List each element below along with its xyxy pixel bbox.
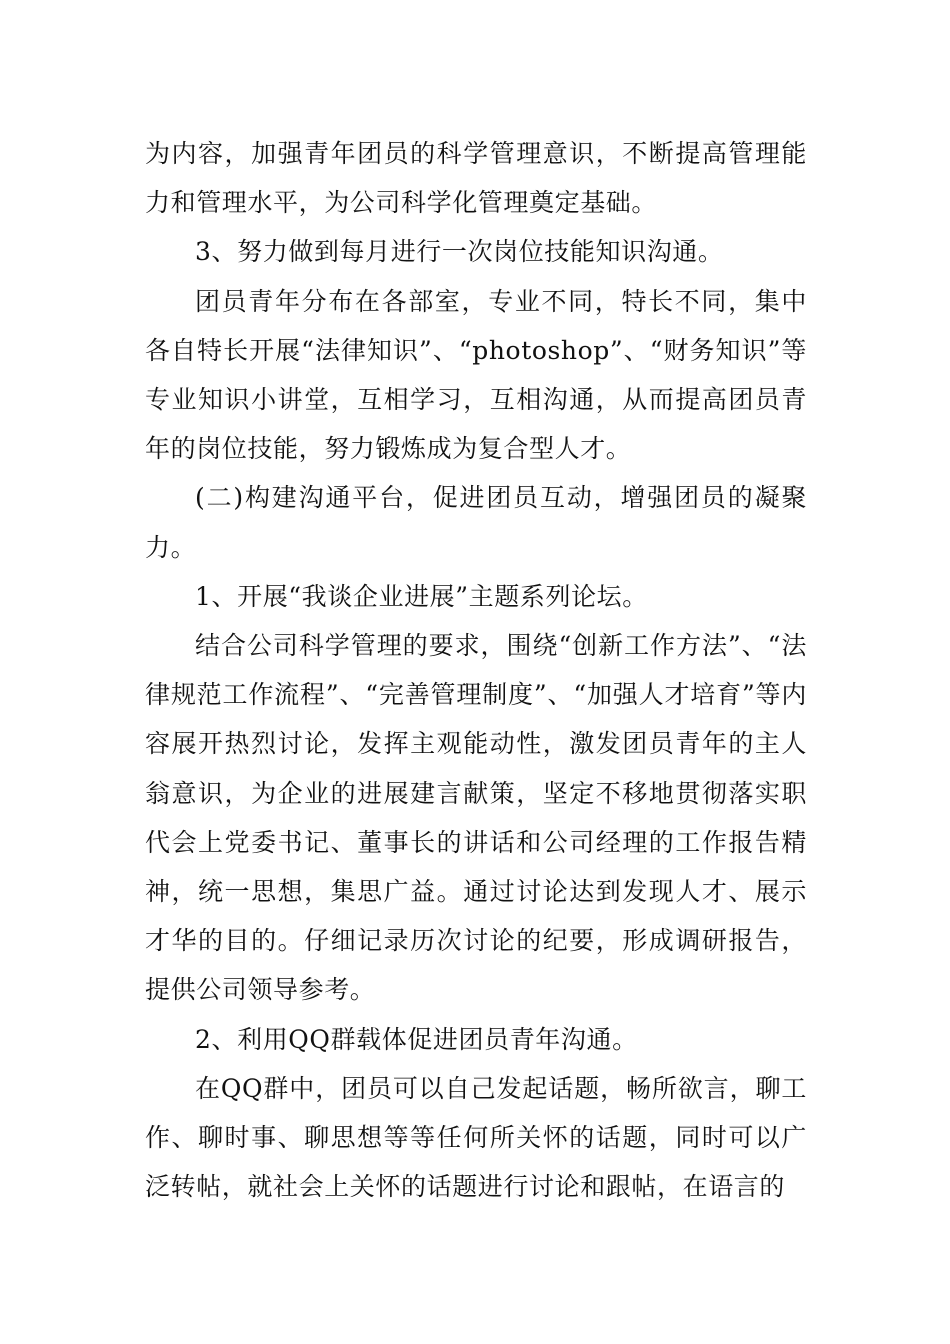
section-heading-platform: (二)构建沟通平台，促进团员互动，增强团员的凝聚力。 [145, 483, 807, 562]
paragraph-continuation: 为内容，加强青年团员的科学管理意识，不断提高管理能力和管理水平，为公司科学化管理奠定基础。 [145, 139, 807, 218]
document-body [145, 129, 807, 1211]
paragraph-qq-group: 在QQ群中，团员可以自己发起话题，畅所欲言，聊工作、聊时事、聊思想等等任何所关怀的话题，同时可以广泛转帖，就社会上关怀的话题进行讨论和跟帖，在语言的 [145, 1073, 807, 1202]
paragraph-item-3-heading: 3、努力做到每月进行一次岗位技能知识沟通。 [195, 237, 724, 267]
paragraph-item-1-heading: 1、开展“我谈企业进展”主题系列论坛。 [195, 581, 648, 611]
paragraph-item-2-heading: 2、利用QQ群载体促进团员青年沟通。 [195, 1024, 638, 1054]
paragraph-skills-exchange: 团员青年分布在各部室，专业不同，特长不同，集中各自特长开展“法律知识”、“photoshop”、“财务知识”等专业知识小讲堂，互相学习，互相沟通，从而提高团员青年的岗位技能，努力锻炼成为复合型人才。 [145, 286, 807, 464]
paragraph-forum-details: 结合公司科学管理的要求，围绕“创新工作方法”、“法律规范工作流程”、“完善管理制度”、“加强人才培育”等内容展开热烈讨论，发挥主观能动性，激发团员青年的主人翁意识，为企业的进展建言献策，坚定不移地贯彻落实职代会上党委书记、董事长的讲话和公司经理的工作报告精神，统一思想，集思广益。通过讨论达到发现人才、展示才华的目的。仔细记录历次讨论的纪要，形成调研报告，提供公司领导参考。 [145, 631, 807, 1005]
